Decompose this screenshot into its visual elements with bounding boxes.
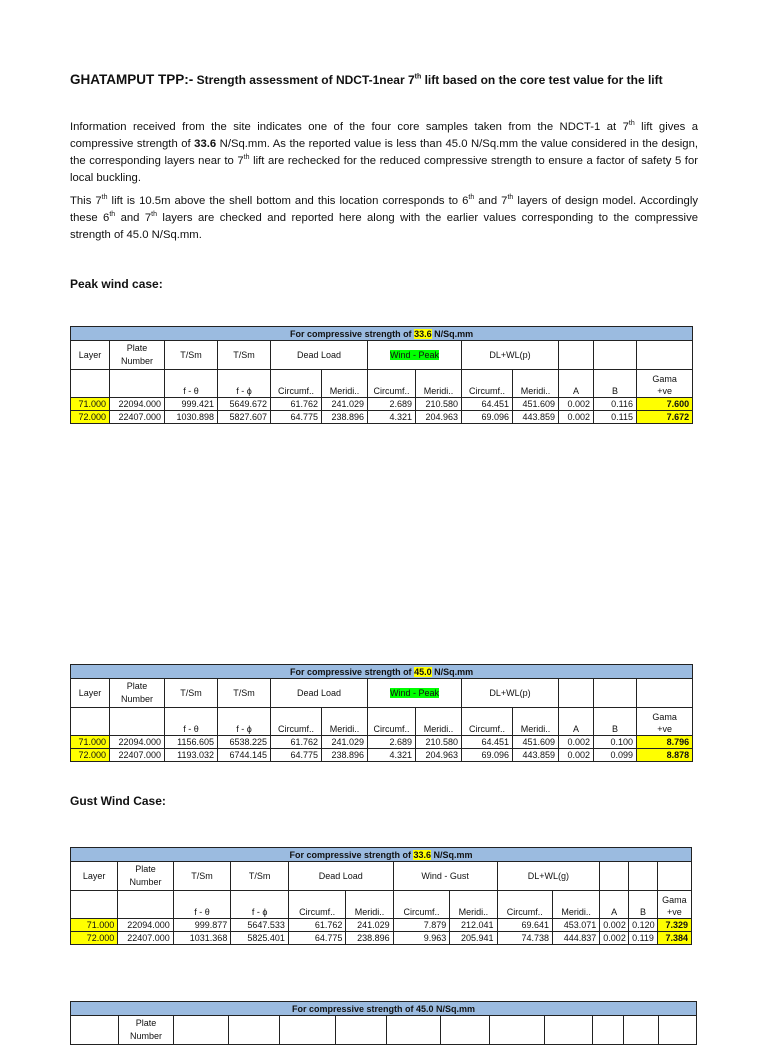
header-a: A bbox=[559, 370, 594, 398]
header-circumf: Circumf.. bbox=[288, 891, 346, 919]
header-f-phi: f - ϕ bbox=[231, 891, 289, 919]
header-a: A bbox=[559, 708, 594, 736]
header-wind: Wind - Gust bbox=[393, 862, 497, 891]
header-dl-wl: DL+WL(p) bbox=[462, 679, 559, 708]
table-row: 71.000 22094.000 999.877 5647.533 61.762 241.029 7.879 212.041 69.641 453.071 0.002 0.120 7.329 bbox=[71, 919, 692, 932]
table-row: 71.000 22094.000 1156.605 6538.225 61.762 241.029 2.689 210.580 64.451 451.609 0.002 0.100 8.796 bbox=[71, 736, 693, 749]
header-f-phi: f - ϕ bbox=[218, 370, 271, 398]
header-circumf: Circumf.. bbox=[368, 708, 416, 736]
location-paragraph: This 7th lift is 10.5m above the shell bottom and this location corresponds to 6th and 7th layers of design model. Accordingly these 6th and 7th layers are checked and reported here along with the earlier values corresponding to the compressive strength of 45.0 N/Sq.mm. bbox=[70, 194, 698, 241]
header-a: A bbox=[600, 891, 629, 919]
header-dead-load: Dead Load bbox=[288, 862, 393, 891]
header-tsm: T/Sm bbox=[173, 862, 231, 891]
header-dead-load: Dead Load bbox=[271, 341, 368, 370]
header-tsm: T/Sm bbox=[165, 679, 218, 708]
header-layer: Layer bbox=[71, 862, 118, 891]
table-row: 71.000 22094.000 999.421 5649.672 61.762 241.029 2.689 210.580 64.451 451.609 0.002 0.116 7.600 bbox=[71, 398, 693, 411]
header-tsm: T/Sm bbox=[165, 341, 218, 370]
header-layer: Layer bbox=[71, 679, 110, 708]
header-gama: Gama +ve bbox=[657, 891, 691, 919]
header-f-theta: f - θ bbox=[173, 891, 231, 919]
header-meridi: Meridi.. bbox=[416, 370, 462, 398]
header-dead-load: Dead Load bbox=[271, 679, 368, 708]
header-plate-number: Plate Number bbox=[110, 341, 165, 370]
header-circumf: Circumf.. bbox=[462, 370, 513, 398]
header-meridi: Meridi.. bbox=[346, 891, 393, 919]
header-wind: Wind - Peak bbox=[368, 679, 462, 708]
header-circumf: Circumf.. bbox=[462, 708, 513, 736]
header-tsm: T/Sm bbox=[218, 341, 271, 370]
header-wind: Wind - Peak bbox=[368, 341, 462, 370]
header-gama: Gama +ve bbox=[637, 708, 693, 736]
header-f-phi: f - ϕ bbox=[218, 708, 271, 736]
header-plate-number: Plate Number bbox=[118, 1016, 174, 1045]
header-meridi: Meridi.. bbox=[416, 708, 462, 736]
header-b: B bbox=[594, 708, 637, 736]
header-f-theta: f - θ bbox=[165, 370, 218, 398]
header-b: B bbox=[594, 370, 637, 398]
header-tsm: T/Sm bbox=[218, 679, 271, 708]
table-caption: For compressive strength of 45.0 N/Sq.mm bbox=[71, 1002, 697, 1016]
header-f-theta: f - θ bbox=[165, 708, 218, 736]
header-dl-wl: DL+WL(g) bbox=[497, 862, 600, 891]
peak-wind-heading: Peak wind case: bbox=[70, 277, 163, 291]
header-circumf: Circumf.. bbox=[368, 370, 416, 398]
header-b: B bbox=[629, 891, 658, 919]
results-table-gust-33-6 bbox=[70, 847, 692, 945]
results-table-peak-33-6 bbox=[70, 326, 693, 424]
table-caption: For compressive strength of 33.6 N/Sq.mm bbox=[71, 327, 693, 341]
document-title: GHATAMPUT TPP:- Strength assessment of NDCT-1near 7th lift based on the core test value for the lift bbox=[70, 72, 663, 87]
header-meridi: Meridi.. bbox=[322, 708, 368, 736]
header-gama: Gama +ve bbox=[637, 370, 693, 398]
table-row: 72.000 22407.000 1030.898 5827.607 64.775 238.896 4.321 204.963 69.096 443.859 0.002 0.115 7.672 bbox=[71, 411, 693, 424]
header-meridi: Meridi.. bbox=[553, 891, 600, 919]
header-meridi: Meridi.. bbox=[450, 891, 497, 919]
table-caption: For compressive strength of 45.0 N/Sq.mm bbox=[71, 665, 693, 679]
table-row: 72.000 22407.000 1031.368 5825.401 64.775 238.896 9.963 205.941 74.738 444.837 0.002 0.119 7.384 bbox=[71, 932, 692, 945]
results-table-peak-45-0 bbox=[70, 664, 693, 762]
header-circumf: Circumf.. bbox=[271, 708, 322, 736]
header-meridi: Meridi.. bbox=[513, 370, 559, 398]
header-circumf: Circumf.. bbox=[271, 370, 322, 398]
table-row: 72.000 22407.000 1193.032 6744.145 64.775 238.896 4.321 204.963 69.096 443.859 0.002 0.099 8.878 bbox=[71, 749, 693, 762]
header-tsm: T/Sm bbox=[231, 862, 289, 891]
header-meridi: Meridi.. bbox=[322, 370, 368, 398]
gust-wind-heading: Gust Wind Case: bbox=[70, 794, 166, 808]
header-meridi: Meridi.. bbox=[513, 708, 559, 736]
intro-paragraph: Information received from the site indicates one of the four core samples taken from the NDCT-1 at 7th lift gives a compressive strength of 33.6 N/Sq.mm. As the reported value is less than 45.0 N/Sq.mm the value considered in the design, the corresponding layers near to 7th lift are rechecked for the reduced compressive strength to ensure a factor of safety 5 for local buckling. bbox=[70, 120, 698, 184]
header-circumf: Circumf.. bbox=[497, 891, 553, 919]
table-caption: For compressive strength of 33.6 N/Sq.mm bbox=[71, 848, 692, 862]
results-table-gust-45-0 bbox=[70, 1001, 697, 1045]
header-plate-number: Plate Number bbox=[118, 862, 174, 891]
header-circumf: Circumf.. bbox=[393, 891, 450, 919]
header-plate-number: Plate Number bbox=[110, 679, 165, 708]
header-layer: Layer bbox=[71, 341, 110, 370]
header-dl-wl: DL+WL(p) bbox=[462, 341, 559, 370]
